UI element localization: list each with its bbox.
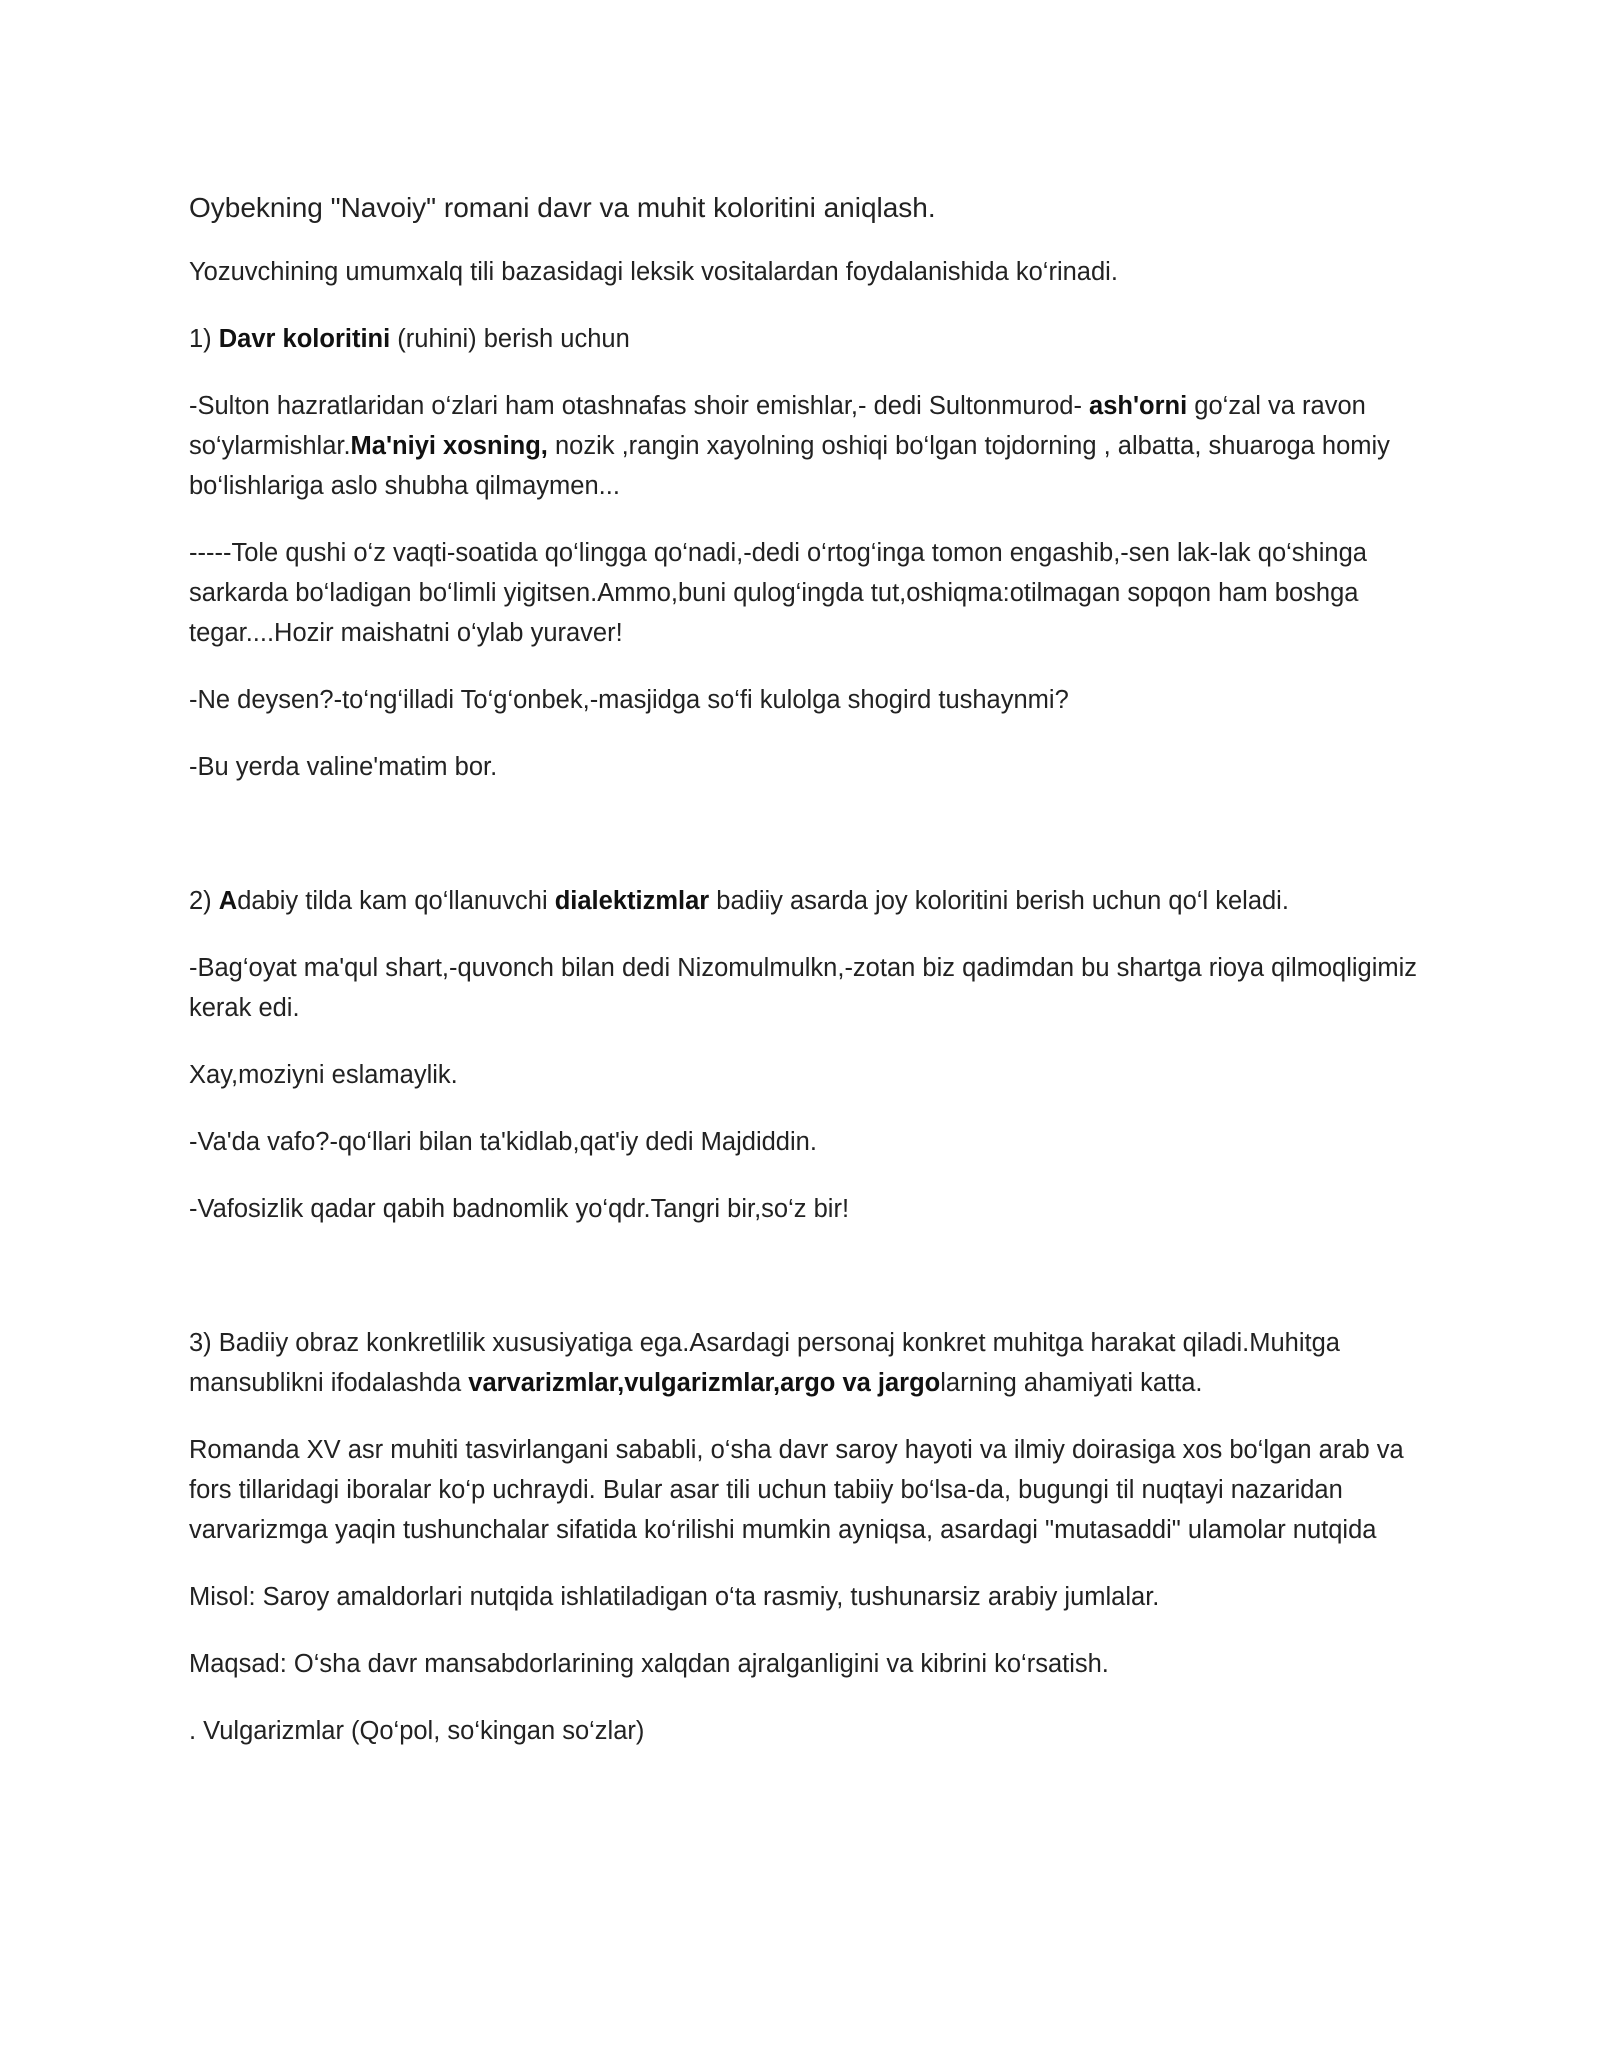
- section-2-number: 2): [189, 887, 219, 915]
- section-3-paragraph-1: Romanda XV asr muhiti tasvirlangani sababli, o‘sha davr saroy hayoti va ilmiy doirasiga xos bo‘lgan arab va fors tillaridagi iboralar ko‘p uchraydi. Bular asar tili uchun tabiiy bo‘lsa-da, bugungi til nuqtayi nazaridan varvarizmga yaqin tushunchalar sifatida ko‘rilishi mumkin ayniqsa, asardagi "mutasaddi" ulamolar nutqida: [189, 1436, 1404, 1544]
- section-1-heading: [189, 319, 1424, 359]
- section-1-quote-4: -Bu yerda valine'matim bor.: [189, 753, 498, 781]
- section-2-quote-3: -Va'da vafo?-qo‘llari bilan ta'kidlab,qat'iy dedi Majdiddin.: [189, 1128, 817, 1156]
- section-3-example: Misol: Saroy amaldorlari nutqida ishlatiladigan o‘ta rasmiy, tushunarsiz arabiy jumlalar.: [189, 1583, 1160, 1611]
- section-3-heading: [189, 1323, 1424, 1403]
- spacer: [189, 814, 1424, 881]
- section-1-quote-2: -----Tole qushi o‘z vaqti-soatida qo‘lingga qo‘nadi,-dedi o‘rtog‘inga tomon engashib,-sen lak-lak qo‘shinga sarkarda bo‘ladigan bo‘limli yigitsen.Ammo,buni qulog‘ingda tut,oshiqma:otilmagan sopqon ham boshga tegar....Hozir maishatni o‘ylab yuraver!: [189, 539, 1367, 647]
- quote-text: -Sulton hazratlaridan o‘zlari ham otashnafas shoir emishlar,- dedi Sultonmurod-: [189, 392, 1090, 420]
- heading-text: dabiy tilda kam qo‘llanuvchi: [237, 887, 555, 915]
- section-1-quote-3: -Ne deysen?-to‘ng‘illadi To‘g‘onbek,-masjidga so‘fi kulolga shogird tushaynmi?: [189, 686, 1069, 714]
- section-1-heading-rest: (ruhini) berish uchun: [390, 325, 630, 353]
- section-1-bold-term: Davr koloritini: [218, 325, 391, 353]
- document-page: [189, 186, 1424, 1778]
- section-2-quote-1: -Bag‘oyat ma'qul shart,-quvonch bilan dedi Nizomulmulkn,-zotan biz qadimdan bu shartga rioya qilmoqligimiz kerak edi.: [189, 954, 1418, 1022]
- document-title: Oybekning "Navoiy" romani davr va muhit koloritini aniqlash.: [189, 192, 936, 223]
- section-3-purpose: Maqsad: O‘sha davr mansabdorlarining xalqdan ajralganligini va kibrini ko‘rsatish.: [189, 1650, 1109, 1678]
- section-2-quote-4: -Vafosizlik qadar qabih badnomlik yo‘qdr.Tangri bir,so‘z bir!: [189, 1195, 850, 1223]
- bold-term: Ma'niyi xosning,: [350, 432, 548, 460]
- section-2-heading: [189, 881, 1424, 921]
- heading-text: 3) Badiiy obraz konkretlilik xususiyatiga ega.Asardagi personaj konkret muhitga harakat qiladi.Muhitga mansublikni ifodalashda: [189, 1329, 1340, 1397]
- intro-paragraph: Yozuvchining umumxalq tili bazasidagi leksik vositalardan foydalanishida ko‘rinadi.: [189, 258, 1118, 286]
- section-1-quote-1: [189, 386, 1424, 506]
- section-1-number: 1): [189, 325, 219, 353]
- section-3-bold-term: varvarizmlar,vulgarizmlar,argo va jargo: [468, 1369, 941, 1397]
- quote-text: nozik ,rangin xayolning oshiqi bo‘lgan tojdorning , albatta, shuaroga homiy bo‘lishlariga aslo shubha qilmaymen...: [189, 432, 1390, 500]
- quote-text: go‘zal va ravon so‘ylarmishlar.: [189, 392, 1366, 460]
- spacer: [189, 1256, 1424, 1323]
- bold-initial: A: [218, 887, 238, 915]
- heading-text: badiiy asarda joy koloritini berish uchun qo‘l keladi.: [709, 887, 1289, 915]
- section-3-vulgarisms: . Vulgarizmlar (Qo‘pol, so‘kingan so‘zlar): [189, 1717, 645, 1745]
- bold-term: ash'orni: [1089, 392, 1188, 420]
- section-2-quote-2: Xay,moziyni eslamaylik.: [189, 1061, 458, 1089]
- section-2-bold-term: dialektizmlar: [554, 887, 710, 915]
- heading-text: larning ahamiyati katta.: [940, 1369, 1203, 1397]
